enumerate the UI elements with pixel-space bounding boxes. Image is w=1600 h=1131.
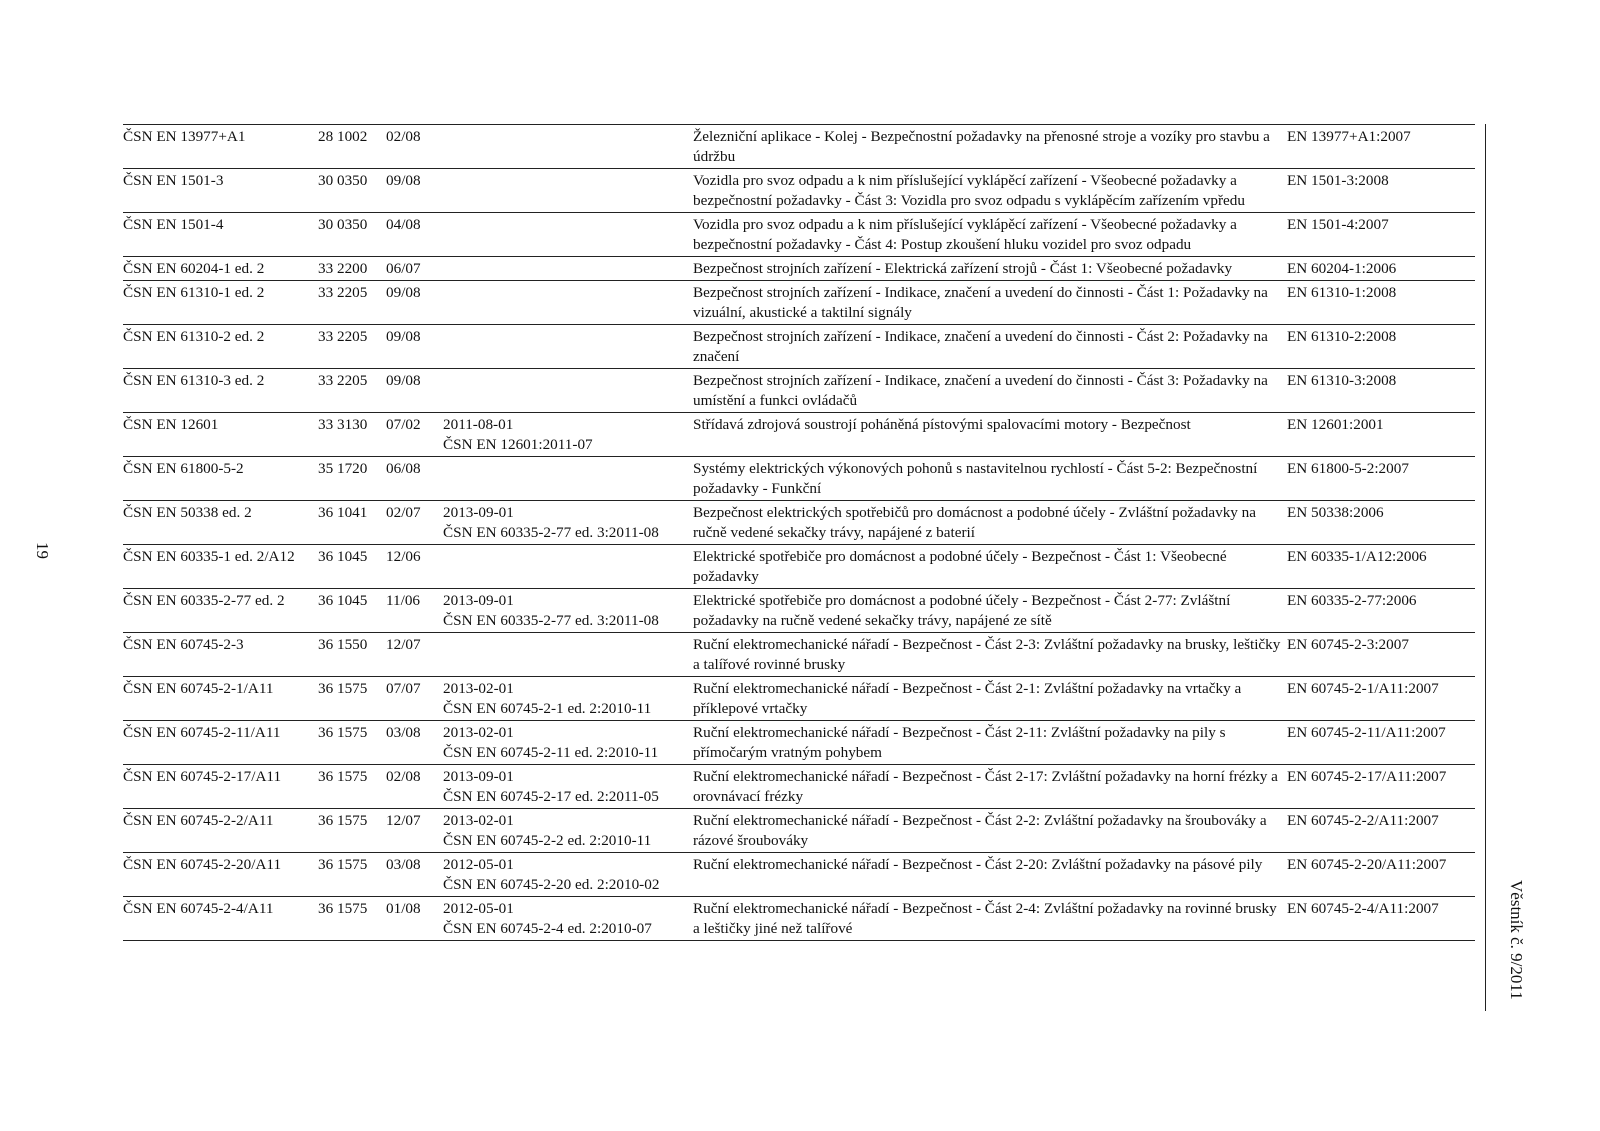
classification-code: 35 1720	[318, 457, 386, 501]
classification-code: 36 1575	[318, 897, 386, 941]
replacement-info	[443, 721, 693, 765]
withdrawal-date: 2012-05-01	[443, 856, 514, 873]
standard-title: Ruční elektromechanické nářadí - Bezpečnost - Část 2-4: Zvláštní požadavky na rovinné brusky a leštičky jiné než talířové	[693, 897, 1287, 941]
replacement-info	[443, 633, 693, 677]
standard-designation: ČSN EN 1501-3	[123, 169, 318, 213]
standard-designation: ČSN EN 12601	[123, 413, 318, 457]
replacement-info	[443, 169, 693, 213]
withdrawal-date: 2011-08-01	[443, 416, 514, 433]
standard-title: Ruční elektromechanické nářadí - Bezpečnost - Část 2-3: Zvláštní požadavky na brusky, leštičky a talířové rovinné brusky	[693, 633, 1287, 677]
publication-date: 12/07	[386, 809, 443, 853]
standard-title: Bezpečnost strojních zařízení - Elektrická zařízení strojů - Část 1: Všeobecné požadavky	[693, 257, 1287, 281]
classification-code: 30 0350	[318, 213, 386, 257]
withdrawal-date: 2013-02-01	[443, 680, 514, 697]
standard-title: Bezpečnost strojních zařízení - Indikace, značení a uvedení do činnosti - Část 1: Požadavky na vizuální, akustické a taktilní signály	[693, 281, 1287, 325]
table-row	[123, 809, 1475, 853]
european-standard: EN 61310-1:2008	[1287, 281, 1475, 325]
replacement-info	[443, 413, 693, 457]
replacement-info	[443, 281, 693, 325]
classification-code: 33 2205	[318, 369, 386, 413]
publication-date: 12/06	[386, 545, 443, 589]
table-row	[123, 501, 1475, 545]
standards-table	[123, 124, 1475, 941]
replacement-info	[443, 809, 693, 853]
european-standard: EN 60204-1:2006	[1287, 257, 1475, 281]
publication-date: 02/08	[386, 125, 443, 169]
publication-date: 12/07	[386, 633, 443, 677]
table-row	[123, 721, 1475, 765]
replacement-info	[443, 213, 693, 257]
table-row	[123, 633, 1475, 677]
replacement-info	[443, 501, 693, 545]
replacement-info	[443, 677, 693, 721]
publication-date: 01/08	[386, 897, 443, 941]
replacing-standard: ČSN EN 60745-2-11 ed. 2:2010-11	[443, 744, 659, 761]
table-row	[123, 213, 1475, 257]
classification-code: 33 3130	[318, 413, 386, 457]
standard-designation: ČSN EN 61310-1 ed. 2	[123, 281, 318, 325]
right-margin-rule	[1485, 124, 1486, 1011]
table-row	[123, 677, 1475, 721]
replacement-info	[443, 853, 693, 897]
replacement-info	[443, 369, 693, 413]
table-row	[123, 413, 1475, 457]
standard-title: Bezpečnost strojních zařízení - Indikace, značení a uvedení do činnosti - Část 2: Požadavky na značení	[693, 325, 1287, 369]
table-row	[123, 897, 1475, 941]
withdrawal-date: 2013-09-01	[443, 504, 514, 521]
table-row	[123, 589, 1475, 633]
replacing-standard: ČSN EN 12601:2011-07	[443, 436, 593, 453]
standard-designation: ČSN EN 60335-2-77 ed. 2	[123, 589, 318, 633]
standard-title: Elektrické spotřebiče pro domácnost a podobné účely - Bezpečnost - Část 2-77: Zvláštní požadavky na ručně vedené sekačky trávy, napájené ze sítě	[693, 589, 1287, 633]
publication-date: 09/08	[386, 369, 443, 413]
replacement-info	[443, 457, 693, 501]
standard-designation: ČSN EN 60745-2-20/A11	[123, 853, 318, 897]
replacement-info	[443, 325, 693, 369]
replacing-standard: ČSN EN 60745-2-20 ed. 2:2010-02	[443, 876, 660, 893]
withdrawal-date: 2013-02-01	[443, 724, 514, 741]
publication-date: 11/06	[386, 589, 443, 633]
table-row	[123, 125, 1475, 169]
standard-designation: ČSN EN 61800-5-2	[123, 457, 318, 501]
classification-code: 36 1575	[318, 677, 386, 721]
replacing-standard: ČSN EN 60745-2-4 ed. 2:2010-07	[443, 920, 652, 937]
replacement-info	[443, 589, 693, 633]
replacement-info	[443, 257, 693, 281]
withdrawal-date: 2013-09-01	[443, 592, 514, 609]
standard-designation: ČSN EN 61310-3 ed. 2	[123, 369, 318, 413]
standard-title: Železniční aplikace - Kolej - Bezpečnostní požadavky na přenosné stroje a vozíky pro stavbu a údržbu	[693, 125, 1287, 169]
european-standard: EN 50338:2006	[1287, 501, 1475, 545]
standard-title: Bezpečnost strojních zařízení - Indikace, značení a uvedení do činnosti - Část 3: Požadavky na umístění a funkci ovládačů	[693, 369, 1287, 413]
standard-designation: ČSN EN 60745-2-3	[123, 633, 318, 677]
publication-date: 06/08	[386, 457, 443, 501]
table-row	[123, 545, 1475, 589]
withdrawal-date: 2012-05-01	[443, 900, 514, 917]
standard-designation: ČSN EN 1501-4	[123, 213, 318, 257]
standard-designation: ČSN EN 60745-2-2/A11	[123, 809, 318, 853]
publication-date: 07/02	[386, 413, 443, 457]
european-standard: EN 60745-2-4/A11:2007	[1287, 897, 1475, 941]
standard-title: Elektrické spotřebiče pro domácnost a podobné účely - Bezpečnost - Část 1: Všeobecné požadavky	[693, 545, 1287, 589]
european-standard: EN 1501-4:2007	[1287, 213, 1475, 257]
publication-date: 03/08	[386, 853, 443, 897]
standard-designation: ČSN EN 60745-2-17/A11	[123, 765, 318, 809]
european-standard: EN 1501-3:2008	[1287, 169, 1475, 213]
european-standard: EN 60745-2-1/A11:2007	[1287, 677, 1475, 721]
publication-date: 06/07	[386, 257, 443, 281]
classification-code: 33 2205	[318, 325, 386, 369]
classification-code: 33 2205	[318, 281, 386, 325]
withdrawal-date: 2013-02-01	[443, 812, 514, 829]
standard-title: Bezpečnost elektrických spotřebičů pro domácnost a podobné účely - Zvláštní požadavky na ručně vedené sekačky trávy, napájené z baterií	[693, 501, 1287, 545]
table-row	[123, 457, 1475, 501]
replacement-info	[443, 897, 693, 941]
table-row	[123, 281, 1475, 325]
standard-title: Ruční elektromechanické nářadí - Bezpečnost - Část 2-11: Zvláštní požadavky na pily s přímočarým vratným pohybem	[693, 721, 1287, 765]
european-standard: EN 60335-1/A12:2006	[1287, 545, 1475, 589]
standard-designation: ČSN EN 60745-2-1/A11	[123, 677, 318, 721]
european-standard: EN 60745-2-3:2007	[1287, 633, 1475, 677]
standard-title: Systémy elektrických výkonových pohonů s nastavitelnou rychlostí - Část 5-2: Bezpečnostní požadavky - Funkční	[693, 457, 1287, 501]
classification-code: 36 1045	[318, 545, 386, 589]
publication-date: 03/08	[386, 721, 443, 765]
publication-date: 09/08	[386, 281, 443, 325]
european-standard: EN 61310-3:2008	[1287, 369, 1475, 413]
european-standard: EN 60745-2-20/A11:2007	[1287, 853, 1475, 897]
standard-title: Ruční elektromechanické nářadí - Bezpečnost - Část 2-1: Zvláštní požadavky na vrtačky a příklepové vrtačky	[693, 677, 1287, 721]
classification-code: 36 1575	[318, 721, 386, 765]
standard-designation: ČSN EN 60204-1 ed. 2	[123, 257, 318, 281]
classification-code: 36 1045	[318, 589, 386, 633]
standard-title: Vozidla pro svoz odpadu a k nim příslušející vyklápěcí zařízení - Všeobecné požadavky a bezpečnostní požadavky - Část 4: Postup zkoušení hluku vozidel pro svoz odpadu	[693, 213, 1287, 257]
european-standard: EN 60335-2-77:2006	[1287, 589, 1475, 633]
standard-title: Vozidla pro svoz odpadu a k nim příslušející vyklápěcí zařízení - Všeobecné požadavky a bezpečnostní požadavky - Část 3: Vozidla pro svoz odpadu s vyklápěcím zařízením vpředu	[693, 169, 1287, 213]
table-row	[123, 369, 1475, 413]
replacing-standard: ČSN EN 60335-2-77 ed. 3:2011-08	[443, 612, 659, 629]
table-row	[123, 325, 1475, 369]
classification-code: 33 2200	[318, 257, 386, 281]
table-row	[123, 765, 1475, 809]
classification-code: 36 1575	[318, 765, 386, 809]
publication-date: 09/08	[386, 325, 443, 369]
standard-designation: ČSN EN 50338 ed. 2	[123, 501, 318, 545]
table-row	[123, 853, 1475, 897]
standard-title: Střídavá zdrojová soustrojí poháněná pístovými spalovacími motory - Bezpečnost	[693, 413, 1287, 457]
replacing-standard: ČSN EN 60745-2-1 ed. 2:2010-11	[443, 700, 652, 717]
european-standard: EN 13977+A1:2007	[1287, 125, 1475, 169]
standard-designation: ČSN EN 60745-2-11/A11	[123, 721, 318, 765]
publication-date: 04/08	[386, 213, 443, 257]
replacing-standard: ČSN EN 60745-2-17 ed. 2:2011-05	[443, 788, 659, 805]
classification-code: 36 1575	[318, 809, 386, 853]
european-standard: EN 60745-2-17/A11:2007	[1287, 765, 1475, 809]
standard-designation: ČSN EN 13977+A1	[123, 125, 318, 169]
standard-title: Ruční elektromechanické nářadí - Bezpečnost - Část 2-20: Zvláštní požadavky na pásové pily	[693, 853, 1287, 897]
standards-table-body	[123, 125, 1475, 941]
replacement-info	[443, 545, 693, 589]
replacement-info	[443, 765, 693, 809]
replacing-standard: ČSN EN 60335-2-77 ed. 3:2011-08	[443, 524, 659, 541]
publication-date: 07/07	[386, 677, 443, 721]
journal-issue-label: Věstník č. 9/2011	[1507, 880, 1526, 1000]
european-standard: EN 12601:2001	[1287, 413, 1475, 457]
publication-date: 09/08	[386, 169, 443, 213]
european-standard: EN 60745-2-2/A11:2007	[1287, 809, 1475, 853]
standard-title: Ruční elektromechanické nářadí - Bezpečnost - Část 2-2: Zvláštní požadavky na šroubováky a rázové šroubováky	[693, 809, 1287, 853]
page-number: 19	[33, 542, 52, 559]
standard-designation: ČSN EN 61310-2 ed. 2	[123, 325, 318, 369]
standard-designation: ČSN EN 60745-2-4/A11	[123, 897, 318, 941]
replacement-info	[443, 125, 693, 169]
table-row	[123, 169, 1475, 213]
european-standard: EN 61310-2:2008	[1287, 325, 1475, 369]
table-row	[123, 257, 1475, 281]
classification-code: 36 1550	[318, 633, 386, 677]
classification-code: 36 1575	[318, 853, 386, 897]
classification-code: 28 1002	[318, 125, 386, 169]
standard-title: Ruční elektromechanické nářadí - Bezpečnost - Část 2-17: Zvláštní požadavky na horní frézky a orovnávací frézky	[693, 765, 1287, 809]
european-standard: EN 60745-2-11/A11:2007	[1287, 721, 1475, 765]
european-standard: EN 61800-5-2:2007	[1287, 457, 1475, 501]
publication-date: 02/08	[386, 765, 443, 809]
replacing-standard: ČSN EN 60745-2-2 ed. 2:2010-11	[443, 832, 652, 849]
publication-date: 02/07	[386, 501, 443, 545]
standard-designation: ČSN EN 60335-1 ed. 2/A12	[123, 545, 318, 589]
classification-code: 30 0350	[318, 169, 386, 213]
classification-code: 36 1041	[318, 501, 386, 545]
withdrawal-date: 2013-09-01	[443, 768, 514, 785]
